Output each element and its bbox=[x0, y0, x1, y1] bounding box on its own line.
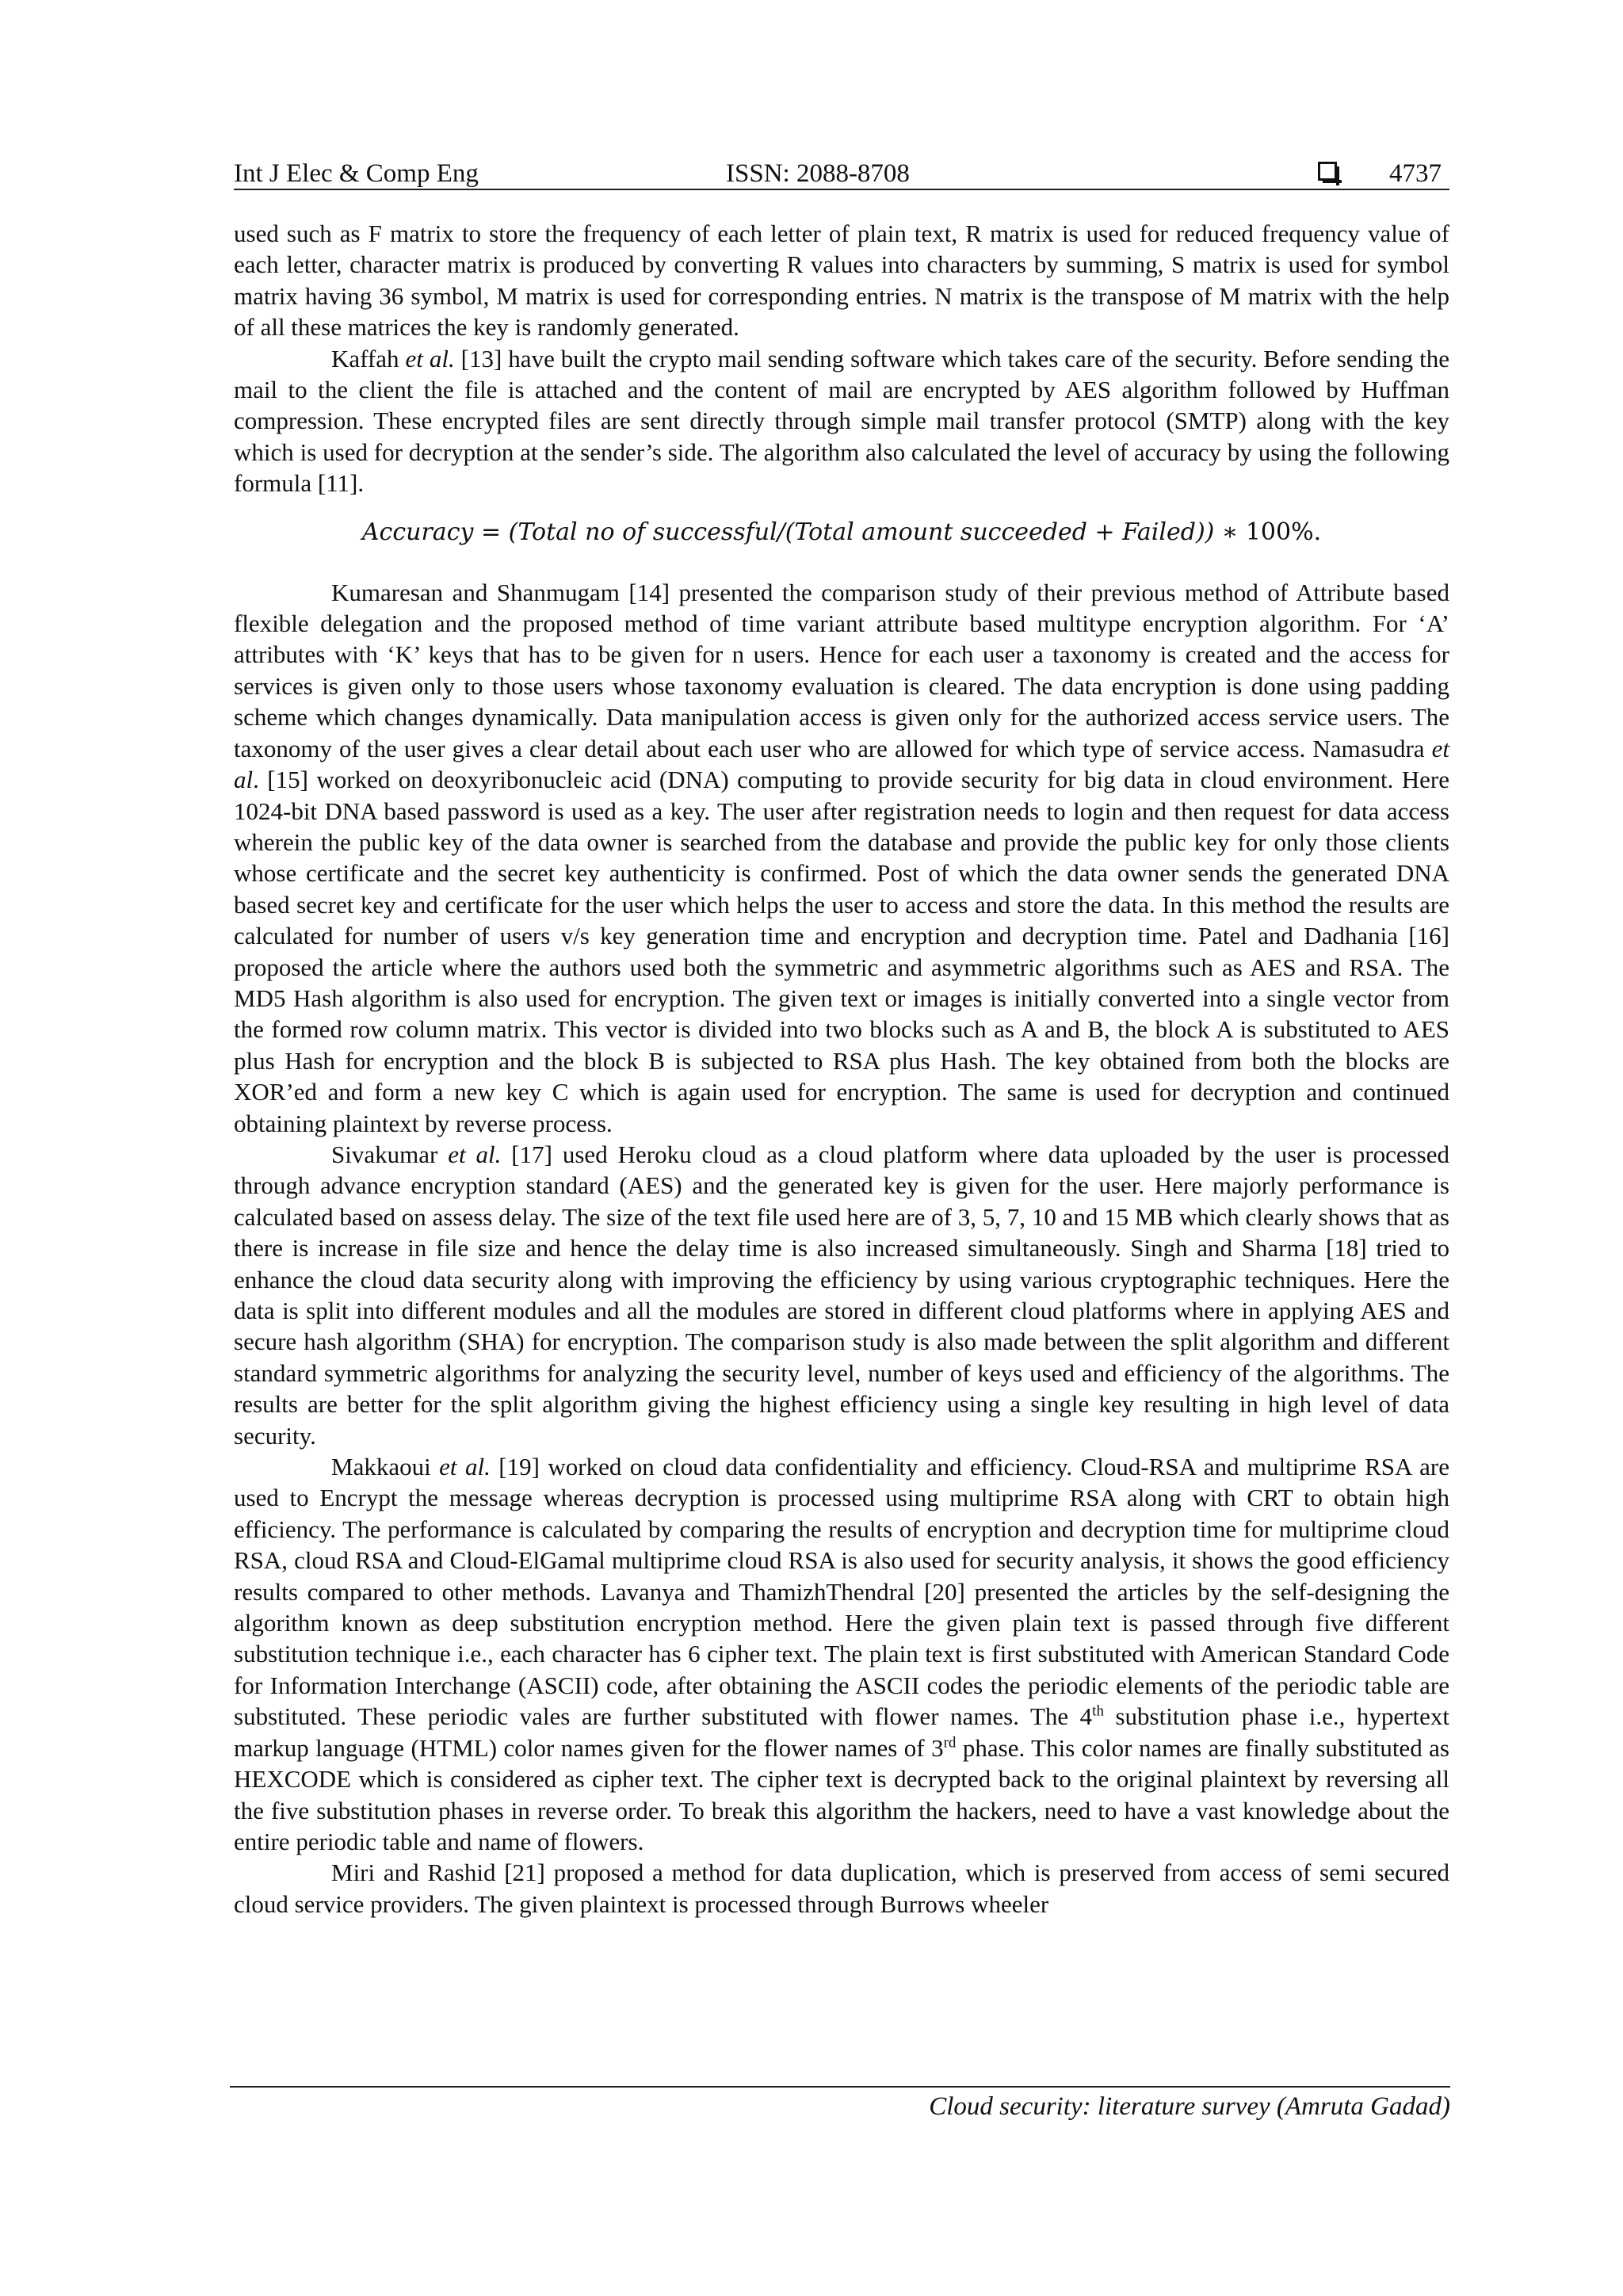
paragraph-text: phase. This color names are finally substituted as HEXCODE which is considered as cipher text. The cipher text is decrypted back to the original plaintext by reversing all the five substitution phases in reverse order. To break this algorithm the hackers, need to have a vast knowledge about the entire periodic table and name of flowers. bbox=[234, 1733, 1449, 1855]
paragraph bbox=[234, 577, 1449, 1139]
running-footer: Cloud security: literature survey (Amruta Gadad) bbox=[929, 2092, 1450, 2121]
paragraph-text: used such as F matrix to store the frequency of each letter of plain text, R matrix is used for reduced frequency value of each letter, character matrix is produced by converting R values into characters by summing, S matrix is used for symbol matrix having 36 symbol, M matrix is used for corresponding entries. N matrix is the transpose of M matrix with the help of all these matrices the key is randomly generated. bbox=[234, 220, 1449, 342]
journal-name: Int J Elec & Comp Eng bbox=[234, 159, 479, 188]
paragraph bbox=[234, 1139, 1449, 1451]
footer-rule bbox=[230, 2086, 1450, 2088]
accuracy-equation bbox=[234, 515, 1449, 550]
equation-percent: 100%. bbox=[1245, 518, 1322, 546]
paragraph-text: [19] worked on cloud data confidentiality and efficiency. Cloud-RSA and multiprime RSA are used to Encrypt the message whereas decryption is processed using multiprime RSA along with CRT to obtain high efficiency. The performance is calculated by comparing the results of encryption and decryption time for multiprime cloud RSA, cloud RSA and Cloud-ElGamal multiprime cloud RSA is also used for security analysis, it shows the good efficiency results compared to other methods. Lavanya and ThamizhThendral [20] presented the articles by the self-designing the algorithm known as deep substitution encryption method. Here the given plain text is passed through five different substitution technique i.e., each character has 6 cipher text. The plain text is first substituted with American Standard Code for Information Interchange (ASCII) code, after obtaining the ASCII codes the periodic elements of the periodic table are substituted. These periodic vales are further substituted with flower names. The 4 bbox=[234, 1453, 1449, 1731]
paragraph-text: Kaffah bbox=[331, 344, 406, 372]
paragraph-text: Sivakumar bbox=[331, 1140, 449, 1168]
running-header bbox=[234, 155, 1449, 192]
paragraph-text: [17] used Heroku cloud as a cloud platform where data uploaded by the user is processed through advance encryption standard (AES) and the generated key is given for the user. Here majorly performance is calculated based on assess delay. The size of the text file used here are of 3, 5, 7, 10 and 15 MB which clearly shows that as there is increase in file size and hence the delay time is also increased simultaneously. Singh and Sharma [18] tried to enhance the cloud data security along with improving the efficiency by using various cryptographic techniques. Here the data is split into different modules and all the modules are stored in different cloud platforms where in applying AES and secure hash algorithm (SHA) for encryption. The comparison study is also made between the split algorithm and different standard symmetric algorithms for analyzing the security level, number of keys used and efficiency of the algorithms. The results are better for the split algorithm giving the highest efficiency using a single key resulting in high level of data security. bbox=[234, 1140, 1449, 1450]
equation-text: Accuracy = (Total no of successful/(Total amount succeeded + Failed)) ∗ bbox=[361, 518, 1246, 546]
header-rule bbox=[234, 189, 1449, 190]
paragraph-text: . [15] worked on deoxyribonucleic acid (DNA) computing to provide security for big data in cloud environment. Here 1024-bit DNA based password is used as a key. The user after registration needs to login and then request for data access wherein the public key of the data owner is searched from the database and provide the public key for only those clients whose certificate and the secret key authenticity is confirmed. Post of which the data owner sends the generated DNA based secret key and certificate for the user which helps the user to access and store the data. In this method the results are calculated for number of users v/s key generation time and encryption and decryption time. Patel and Dadhania [16] proposed the article where the authors used both the symmetric and asymmetric algorithms such as AES and RSA. The MD5 Hash algorithm is also used for encryption. The given text or images is initially converted into a single vector from the formed row column matrix. This vector is divided into two blocks such as A and B, the block A is substituted to AES plus Hash for encryption and the block B is subjected to RSA plus Hash. The key obtained from both the blocks are XOR’ed and form a new key C which is again used for encryption. The same is used for decryption and continued obtaining plaintext by reverse process. bbox=[234, 766, 1449, 1137]
paragraph-text: Makkaoui bbox=[331, 1453, 440, 1481]
paragraph-text: Miri and Rashid [21] proposed a method for data duplication, which is preserved from access of semi secured cloud service providers. The given plaintext is processed through Burrows wheeler bbox=[234, 1859, 1449, 1918]
superscript: th bbox=[1092, 1702, 1104, 1720]
paragraph-text: substitution phase i.e., hypertext markup language (HTML) color names given for the flower names of 3 bbox=[234, 1702, 1450, 1762]
issn-label: ISSN: 2088-8708 bbox=[726, 159, 910, 188]
et-al: et al. bbox=[405, 344, 455, 372]
et-al: et al. bbox=[439, 1453, 491, 1481]
paragraph bbox=[234, 218, 1449, 343]
page-number: 4737 bbox=[1389, 159, 1442, 188]
square-box-icon bbox=[1318, 162, 1337, 181]
et-al: et al bbox=[234, 734, 1449, 794]
body-text bbox=[234, 218, 1449, 1920]
superscript: rd bbox=[943, 1734, 957, 1752]
et-al: et al. bbox=[448, 1140, 502, 1168]
paragraph-text: [13] have built the crypto mail sending software which takes care of the security. Before sending the mail to the client the file is attached and the content of mail are encrypted by AES algorithm followed by Huffman compression. These encrypted files are sent directly through simple mail transfer protocol (SMTP) along with the key which is used for decryption at the sender’s side. The algorithm also calculated the level of accuracy by using the following formula [11]. bbox=[234, 344, 1449, 498]
paragraph bbox=[234, 343, 1449, 499]
paragraph-text: Kumaresan and Shanmugam [14] presented the comparison study of their previous method of Attribute based flexible delegation and the proposed method of time variant attribute based multitype encryption algorithm. For ‘A’ attributes with ‘K’ keys that has to be given for n users. Hence for each user a taxonomy is created and the access for services is given only to those users whose taxonomy evaluation is cleared. The data encryption is done using padding scheme which changes dynamically. Data manipulation access is given only for the authorized access service users. The taxonomy of the user gives a clear detail about each user who are allowed for which type of service access. Namasudra bbox=[234, 578, 1449, 762]
paragraph bbox=[234, 1857, 1449, 1920]
paragraph bbox=[234, 1451, 1449, 1857]
